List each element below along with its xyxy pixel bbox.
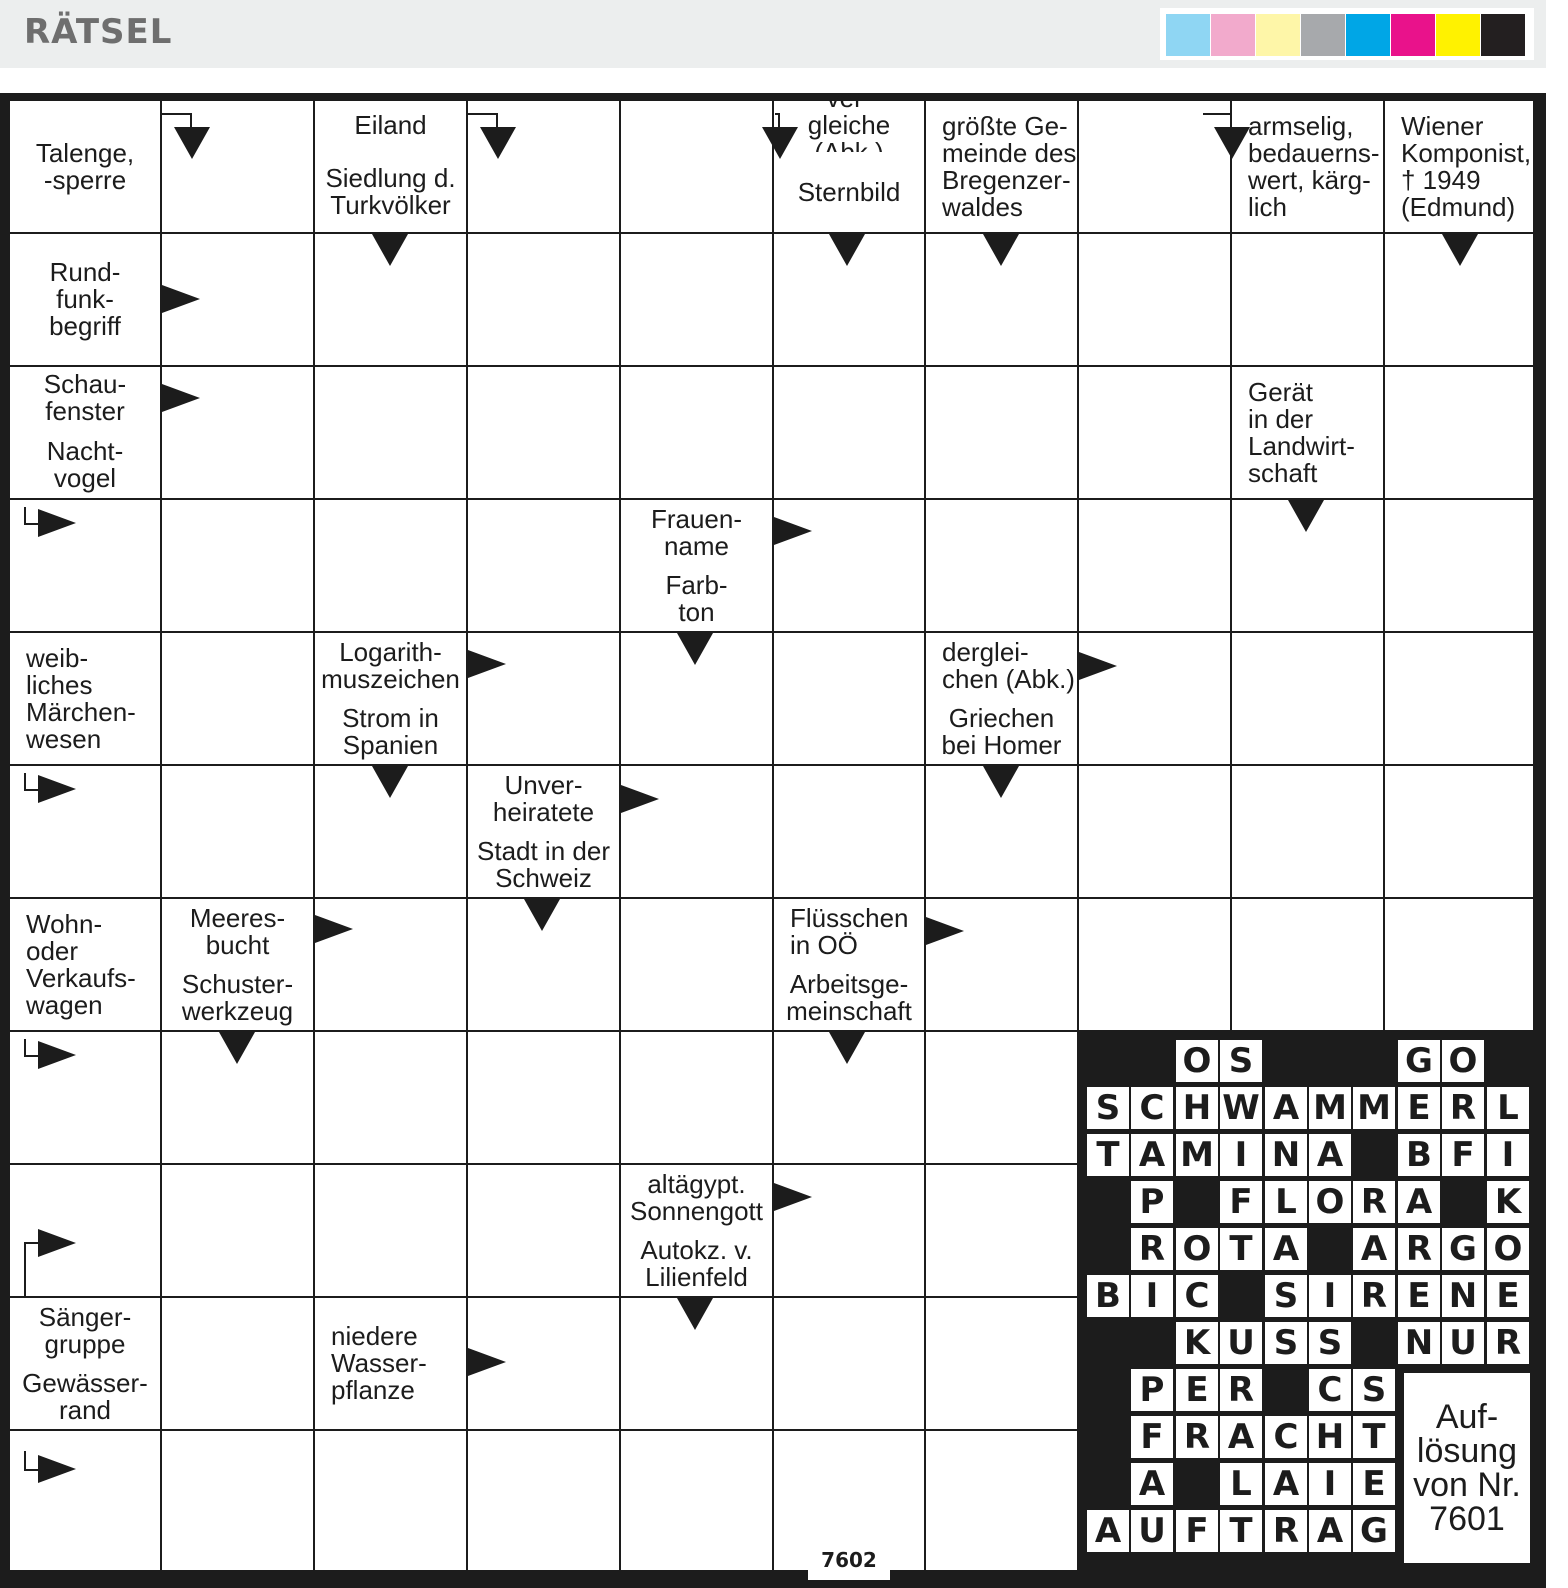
grid-cell[interactable] — [1385, 899, 1533, 1030]
clue-text: Wasser- — [331, 1348, 427, 1378]
solution-letter: A — [1131, 1463, 1173, 1505]
arrow-down-icon — [524, 899, 560, 931]
clue-cell — [926, 101, 1077, 232]
arrow-down-icon — [174, 127, 210, 159]
clue-text: fenster — [45, 396, 125, 426]
solution-letter: O — [1442, 1040, 1484, 1082]
solution-letter: I — [1131, 1275, 1173, 1317]
color-bar — [1166, 14, 1210, 56]
arrow-down-icon — [762, 127, 798, 159]
grid-cell[interactable] — [315, 500, 466, 631]
grid-cell[interactable] — [162, 766, 313, 897]
grid-cell[interactable] — [162, 1431, 313, 1570]
clue-cell — [10, 101, 160, 232]
arrow-right-icon — [468, 1348, 506, 1376]
solution-letter: C — [1176, 1275, 1218, 1317]
clue-text: ton — [678, 597, 715, 627]
grid-cell[interactable] — [468, 234, 619, 365]
arrow-down-icon — [219, 1032, 255, 1064]
solution-letter: A — [1309, 1510, 1351, 1552]
arrow-down-icon — [1288, 500, 1324, 532]
solution-letter: S — [1309, 1322, 1351, 1364]
solution-letter: L — [1220, 1463, 1262, 1505]
arrow-down-icon — [677, 1298, 713, 1330]
color-bar — [1391, 14, 1435, 56]
arrow-right-icon — [38, 775, 76, 803]
clue-cell — [621, 1165, 772, 1230]
clue-text: muszeichen — [321, 663, 460, 694]
clue-text: schaft — [1248, 457, 1318, 488]
clue-text: liches — [26, 669, 93, 700]
solution-letter: U — [1442, 1322, 1484, 1364]
arrow-down-icon — [829, 1032, 865, 1064]
clue-text: Landwirt- — [1248, 430, 1355, 461]
arrow-right-icon — [926, 917, 964, 945]
arrow-right-icon — [38, 1455, 76, 1483]
grid-cell[interactable] — [926, 1431, 1077, 1570]
solution-letter: A — [1309, 1134, 1351, 1176]
arrow-right-icon — [162, 285, 200, 313]
clue-text: Stadt in der — [477, 836, 610, 866]
clue-text: Wohn- — [26, 908, 103, 939]
arrow-down-icon — [983, 234, 1019, 266]
clue-text: heiratete — [492, 796, 595, 827]
clue-text: Spanien — [342, 730, 439, 760]
solution-letter: P — [1131, 1369, 1173, 1411]
solution-letter: O — [1176, 1040, 1218, 1082]
solution-letter: R — [1131, 1228, 1173, 1270]
clue-text: in OÖ — [790, 929, 858, 960]
clue-text: Farb- — [665, 570, 728, 600]
solution-letter: A — [1398, 1181, 1440, 1223]
grid-cell[interactable] — [1232, 899, 1383, 1030]
solution-letter: C — [1131, 1087, 1173, 1129]
clue-cell — [10, 899, 160, 1030]
grid-cell[interactable] — [926, 1165, 1077, 1296]
solution-letter: O — [1176, 1228, 1218, 1270]
clue-cell — [621, 567, 772, 631]
solution-letter: T — [1353, 1416, 1395, 1458]
solution-letter: K — [1176, 1322, 1218, 1364]
solution-letter: M — [1353, 1087, 1395, 1129]
solution-letter: C — [1265, 1416, 1307, 1458]
crossword-grid — [0, 83, 1546, 1588]
grid-cell[interactable] — [1079, 500, 1230, 631]
clue-cell — [621, 500, 772, 565]
solution-heading-line: 7601 — [1429, 1500, 1505, 1538]
arrow-right-icon — [162, 384, 200, 412]
solution-letter: H — [1309, 1416, 1351, 1458]
clue-text: Wiener — [1401, 110, 1484, 141]
grid-cell[interactable] — [468, 1032, 619, 1163]
clue-text: Schuster- — [181, 969, 294, 999]
solution-letter: A — [1353, 1228, 1395, 1270]
clue-text: wert, kärg- — [1248, 164, 1371, 195]
solution-letter: F — [1442, 1134, 1484, 1176]
solution-heading-line: Auf- — [1435, 1398, 1499, 1436]
clue-text: wagen — [26, 989, 103, 1020]
clue-text: Gerät — [1248, 376, 1314, 407]
clue-text: ver- — [826, 83, 872, 113]
solution-letter: E — [1398, 1087, 1440, 1129]
clue-text: Eiland — [354, 110, 427, 140]
clue-text: name — [663, 530, 730, 561]
grid-cell[interactable] — [162, 1165, 313, 1296]
solution-heading-line: von Nr. — [1413, 1466, 1521, 1504]
solution-letter: F — [1220, 1181, 1262, 1223]
grid-cell[interactable] — [1079, 766, 1230, 897]
solution-letter: R — [1176, 1416, 1218, 1458]
clue-text: niedere — [331, 1321, 418, 1351]
solution-letter: R — [1353, 1275, 1395, 1317]
clue-text: bedauerns- — [1248, 137, 1380, 168]
clue-text: werkzeug — [181, 996, 294, 1026]
solution-letter: H — [1176, 1087, 1218, 1129]
clue-cell — [926, 633, 1077, 698]
clue-text: Frauen- — [650, 503, 743, 534]
solution-letter: S — [1220, 1040, 1262, 1082]
arrow-right-icon — [38, 1041, 76, 1069]
clue-text: gruppe — [44, 1328, 126, 1359]
clue-text: pflanze — [331, 1375, 415, 1405]
solution-letter: S — [1265, 1322, 1307, 1364]
solution-letter: R — [1353, 1181, 1395, 1223]
grid-cell[interactable] — [1385, 766, 1533, 897]
clue-text: Logarith- — [339, 636, 442, 667]
solution-letter: S — [1265, 1275, 1307, 1317]
arrow-right-icon — [38, 1229, 76, 1257]
grid-cell[interactable] — [1385, 500, 1533, 631]
grid-cell[interactable] — [621, 234, 772, 365]
arrow-down-icon — [829, 234, 865, 266]
clue-text: funk- — [56, 284, 114, 314]
solution-letter: A — [1265, 1463, 1307, 1505]
clue-text: armselig, — [1248, 110, 1354, 141]
clue-text: rand — [58, 1395, 112, 1425]
clue-cell — [10, 1298, 160, 1363]
page-header — [0, 0, 1546, 68]
solution-letter: P — [1131, 1181, 1173, 1223]
solution-heading — [1404, 1373, 1530, 1563]
solution-letter: T — [1220, 1510, 1262, 1552]
clue-text: wesen — [26, 723, 102, 754]
grid-cell[interactable] — [468, 1165, 619, 1296]
solution-letter: R — [1265, 1510, 1307, 1552]
clue-cell — [10, 367, 160, 429]
grid-cell[interactable] — [315, 367, 466, 498]
solution-letter: K — [1487, 1181, 1529, 1223]
arrow-down-icon — [1442, 234, 1478, 266]
clue-text: Komponist, — [1401, 137, 1532, 168]
grid-cell[interactable] — [468, 367, 619, 498]
clue-text: Sonnengott — [629, 1195, 763, 1226]
clue-text: weib- — [26, 642, 89, 673]
solution-letter: I — [1220, 1134, 1262, 1176]
solution-letter: S — [1087, 1087, 1129, 1129]
grid-cell[interactable] — [621, 1032, 772, 1163]
grid-cell[interactable] — [1079, 234, 1230, 365]
solution-letter: R — [1487, 1322, 1529, 1364]
clue-cell — [10, 431, 160, 498]
color-bar — [1481, 14, 1525, 56]
clue-cell — [621, 1232, 772, 1296]
grid-cell[interactable] — [774, 766, 924, 897]
solution-letter: G — [1442, 1228, 1484, 1270]
clue-text: bei Homer — [941, 730, 1062, 760]
clue-text: † 1949 — [1401, 164, 1481, 195]
clue-cell — [10, 234, 160, 365]
grid-cell[interactable] — [1232, 234, 1383, 365]
clue-cell — [774, 152, 924, 232]
solution-letter: I — [1309, 1275, 1351, 1317]
solution-heading-line: lösung — [1416, 1432, 1518, 1470]
solution-letter: E — [1487, 1275, 1529, 1317]
clue-text: Schau- — [43, 369, 127, 399]
grid-cell[interactable] — [926, 1032, 1077, 1163]
color-bar — [1346, 14, 1390, 56]
clue-cell — [1232, 101, 1383, 232]
solution-letter: C — [1309, 1369, 1351, 1411]
solution-letter: E — [1176, 1369, 1218, 1411]
solution-letter: N — [1442, 1275, 1484, 1317]
grid-cell[interactable] — [162, 633, 313, 764]
clue-text: Arbeitsge- — [789, 969, 909, 999]
grid-cell[interactable] — [162, 1298, 313, 1429]
solution-letter: T — [1087, 1134, 1129, 1176]
solution-letter: A — [1087, 1510, 1129, 1552]
clue-cell — [315, 1298, 466, 1429]
clue-text: Lilienfeld — [645, 1262, 748, 1292]
clue-text: -sperre — [43, 164, 127, 195]
clue-cell — [315, 152, 466, 232]
clue-cell — [315, 101, 466, 150]
grid-cell[interactable] — [774, 367, 924, 498]
clue-text: Schweiz — [495, 863, 592, 893]
clue-text: (Edmund) — [1401, 191, 1516, 222]
arrow-down-icon — [983, 766, 1019, 798]
solution-letter: B — [1398, 1134, 1440, 1176]
clue-text: altägypt. — [647, 1168, 746, 1199]
color-bar — [1436, 14, 1480, 56]
arrow-down-icon — [372, 234, 408, 266]
clue-text: Turkvölker — [330, 190, 451, 220]
arrow-right-icon — [468, 650, 506, 678]
solution-letter: I — [1309, 1463, 1351, 1505]
clue-text: in der — [1248, 403, 1314, 434]
clue-text: Griechen — [948, 703, 1055, 733]
arrow-right-icon — [38, 509, 76, 537]
clue-cell — [162, 899, 313, 964]
grid-cell[interactable] — [1385, 367, 1533, 498]
clue-text: Strom in — [342, 703, 439, 733]
clue-text: Bregenzer- — [942, 164, 1071, 195]
clue-cell — [468, 833, 619, 897]
grid-cell[interactable] — [1079, 367, 1230, 498]
solution-letter: E — [1398, 1275, 1440, 1317]
solution-letter: R — [1398, 1228, 1440, 1270]
solution-letter: B — [1087, 1275, 1129, 1317]
solution-letter: A — [1131, 1134, 1173, 1176]
clue-cell — [774, 899, 924, 964]
grid-cell[interactable] — [774, 633, 924, 764]
clue-text: Autokz. v. — [640, 1235, 753, 1265]
clue-text: waldes — [942, 191, 1023, 222]
clue-text: oder — [26, 935, 79, 966]
grid-cell[interactable] — [162, 500, 313, 631]
arrow-down-icon — [1214, 127, 1250, 159]
clue-cell — [1385, 101, 1533, 232]
clue-text: Rund- — [49, 257, 121, 287]
color-bar — [1256, 14, 1300, 56]
clue-cell — [926, 700, 1077, 764]
grid-cell[interactable] — [468, 1431, 619, 1570]
arrow-right-icon — [774, 517, 812, 545]
clue-text: Verkaufs- — [26, 962, 136, 993]
clue-cell — [315, 700, 466, 764]
arrow-right-icon — [621, 785, 659, 813]
page-title: RÄTSEL — [24, 12, 173, 52]
grid-cell[interactable] — [621, 1431, 772, 1570]
clue-text: Gewässer- — [22, 1368, 148, 1398]
clue-cell — [774, 966, 924, 1030]
solution-letter: E — [1353, 1463, 1395, 1505]
solution-letter: O — [1487, 1228, 1529, 1270]
arrow-right-icon — [315, 915, 353, 943]
grid-cell[interactable] — [468, 500, 619, 631]
solution-letter: U — [1220, 1322, 1262, 1364]
clue-text: gleiche — [807, 110, 891, 140]
grid-cell[interactable] — [774, 1298, 924, 1429]
clue-text: begriff — [49, 311, 121, 341]
solution-letter: L — [1487, 1087, 1529, 1129]
clue-text: Siedlung d. — [325, 163, 456, 193]
arrow-down-icon — [372, 766, 408, 798]
solution-letter: A — [1265, 1087, 1307, 1129]
grid-cell[interactable] — [1079, 899, 1230, 1030]
solution-letter: T — [1220, 1228, 1262, 1270]
clue-text: bucht — [205, 929, 270, 960]
arrow-right-icon — [774, 1183, 812, 1211]
grid-cell[interactable] — [1385, 633, 1533, 764]
clue-cell — [468, 766, 619, 831]
clue-text: chen (Abk.) — [942, 663, 1075, 694]
clue-text: Talenge, — [35, 137, 135, 168]
puzzle-number: 7602 — [808, 1540, 890, 1580]
grid-cell[interactable] — [621, 899, 772, 1030]
solution-letter: A — [1265, 1228, 1307, 1270]
color-bar — [1301, 14, 1345, 56]
solution-letter: G — [1353, 1510, 1395, 1552]
grid-cell[interactable] — [926, 500, 1077, 631]
solution-letter: F — [1176, 1510, 1218, 1552]
grid-cell[interactable] — [315, 1165, 466, 1296]
color-bars — [1160, 8, 1534, 60]
grid-cell[interactable] — [621, 101, 772, 232]
clue-text: Sternbild — [797, 176, 901, 207]
solution-letter: W — [1220, 1087, 1262, 1129]
clue-text: Meeres- — [189, 902, 286, 933]
clue-text: Unver- — [504, 769, 583, 800]
grid-cell[interactable] — [315, 1032, 466, 1163]
solution-letter: S — [1353, 1369, 1395, 1411]
clue-cell — [10, 1365, 160, 1429]
solution-grid — [1079, 1030, 1535, 1572]
solution-letter: O — [1309, 1181, 1351, 1223]
solution-letter: I — [1487, 1134, 1529, 1176]
solution-letter: G — [1398, 1040, 1440, 1082]
solution-letter: M — [1176, 1134, 1218, 1176]
solution-letter: L — [1265, 1181, 1307, 1223]
solution-letter: N — [1398, 1322, 1440, 1364]
solution-letter: U — [1131, 1510, 1173, 1552]
arrow-down-icon — [677, 633, 713, 665]
clue-text: Märchen- — [26, 696, 136, 727]
grid-cell[interactable] — [315, 1431, 466, 1570]
clue-text: vogel — [53, 462, 117, 493]
grid-cell[interactable] — [926, 367, 1077, 498]
clue-cell — [10, 633, 160, 764]
solution-letter: M — [1309, 1087, 1351, 1129]
solution-letter: F — [1131, 1416, 1173, 1458]
clue-cell — [315, 633, 466, 698]
arrow-right-icon — [1079, 652, 1117, 680]
solution-letter: R — [1442, 1087, 1484, 1129]
clue-cell — [1232, 367, 1383, 498]
solution-letter: A — [1220, 1416, 1262, 1458]
grid-cell[interactable] — [1232, 766, 1383, 897]
clue-text: meinde des — [942, 137, 1077, 168]
clue-text: größte Ge- — [942, 110, 1068, 141]
grid-cell[interactable] — [926, 1298, 1077, 1429]
clue-cell — [162, 966, 313, 1030]
color-bar — [1211, 14, 1255, 56]
clue-text: meinschaft — [786, 996, 912, 1026]
clue-text: Nacht- — [46, 435, 124, 466]
grid-cell[interactable] — [621, 367, 772, 498]
grid-cell[interactable] — [1232, 633, 1383, 764]
clue-text: Sänger- — [38, 1301, 132, 1332]
clue-text: Flüsschen — [790, 902, 909, 933]
solution-letter: R — [1220, 1369, 1262, 1411]
arrow-down-icon — [480, 127, 516, 159]
clue-text: derglei- — [942, 636, 1029, 667]
solution-letter: N — [1265, 1134, 1307, 1176]
clue-text: lich — [1248, 191, 1288, 222]
